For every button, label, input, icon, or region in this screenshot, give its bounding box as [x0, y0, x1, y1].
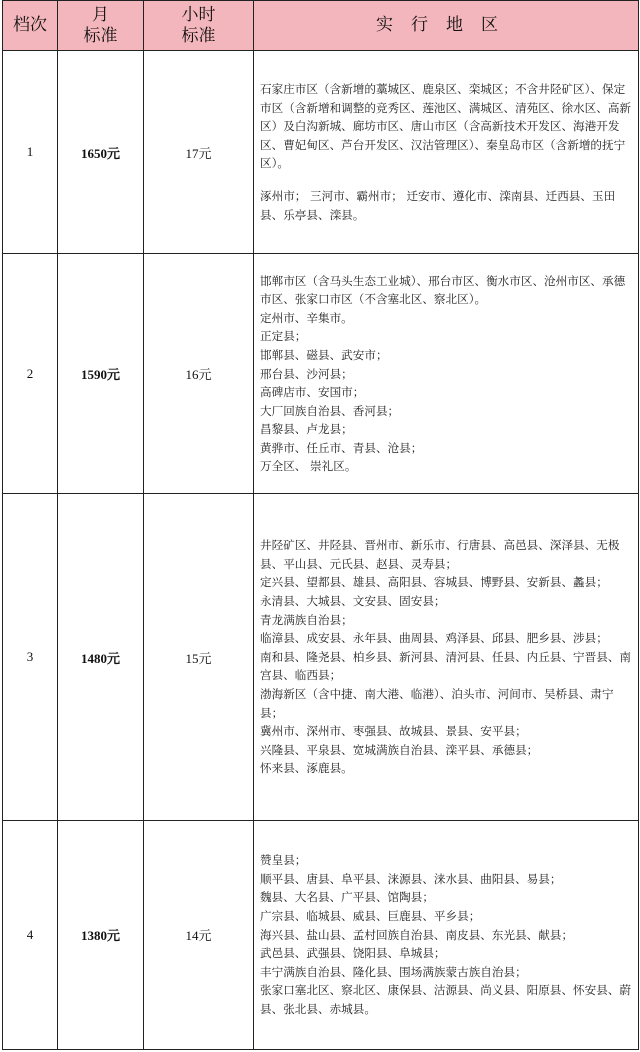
- header-hourly: [144, 1, 254, 51]
- hourly-wage-cell: 17元: [144, 51, 254, 254]
- area-line: 定州市、辛集市。: [260, 310, 353, 325]
- area-line: 万全区、 崇礼区。: [260, 459, 357, 474]
- area-cell: [254, 494, 639, 820]
- area-line: 顺平县、唐县、阜平县、涞源县、涞水县、曲阳县、易县；: [260, 871, 562, 886]
- area-line: 高碑店市、安国市；: [260, 385, 365, 400]
- area-line: 冀州市、深州市、枣强县、故城县、景县、安平县；: [260, 724, 527, 739]
- area-line: 张家口塞北区、察北区、康保县、沽源县、尚义县、阳原县、怀安县、蔚县、张北县、赤城县。: [260, 983, 632, 1016]
- monthly-wage-cell: 1590元: [58, 254, 144, 494]
- area-line: 永清县、大城县、文安县、固安县；: [260, 594, 446, 609]
- table-row: [3, 254, 639, 494]
- table-row: [3, 51, 639, 254]
- monthly-wage-cell: 1650元: [58, 51, 144, 254]
- header-monthly-line1: 月: [92, 4, 109, 25]
- area-line-spacer: [260, 173, 634, 187]
- area-cell: [254, 820, 639, 1049]
- area-line: 黄骅市、任丘市、青县、沧县；: [260, 440, 423, 455]
- tier-cell: 1: [3, 51, 58, 254]
- area-line: 广宗县、临城县、威县、巨鹿县、平乡县；: [260, 908, 481, 923]
- area-line: 武邑县、武强县、饶阳县、阜城县；: [260, 946, 446, 961]
- area-line: 丰宁满族自治县、隆化县、围场满族蒙古族自治县；: [260, 964, 527, 979]
- area-line: 魏县、大名县、广平县、馆陶县；: [260, 890, 434, 905]
- area-line: 临漳县、成安县、永年县、曲周县、鸡泽县、邱县、肥乡县、涉县；: [260, 631, 608, 646]
- tier-cell: 2: [3, 254, 58, 494]
- area-line: 渤海新区（含中捷、南大港、临港）、泊头市、河间市、吴桥县、肃宁县；: [260, 686, 614, 720]
- area-line: 怀来县、涿鹿县。: [260, 761, 353, 776]
- area-line: 青龙满族自治县；: [260, 612, 353, 627]
- hourly-wage-cell: 14元: [144, 820, 254, 1049]
- table-header-row: [3, 1, 639, 51]
- area-line: 昌黎县、卢龙县；: [260, 422, 353, 437]
- header-area: 实行地区: [254, 1, 639, 51]
- area-line: 邯郸县、磁县、武安市；: [260, 347, 388, 362]
- area-line: 邢台县、沙河县；: [260, 366, 353, 381]
- area-line: 定兴县、望都县、雄县、高阳县、容城县、博野县、安新县、蠡县；: [260, 575, 608, 590]
- minimum-wage-table: [2, 0, 639, 1050]
- area-line: 大厂回族自治县、香河县；: [260, 403, 400, 418]
- area-line: 赞皇县；: [260, 853, 307, 868]
- area-line: 南和县、隆尧县、柏乡县、新河县、清河县、任县、内丘县、宁晋县、南宫县、临西县；: [260, 649, 632, 683]
- monthly-wage-cell: 1480元: [58, 494, 144, 820]
- header-monthly: [58, 1, 144, 51]
- table-row: [3, 494, 639, 820]
- monthly-wage-cell: 1380元: [58, 820, 144, 1049]
- area-line: 正定县；: [260, 329, 307, 344]
- tier-cell: 3: [3, 494, 58, 820]
- area-line: 涿州市； 三河市、霸州市； 迁安市、遵化市、滦南县、迁西县、玉田县、乐亭县、滦县。: [260, 188, 616, 222]
- area-line: 井陉矿区、井陉县、晋州市、新乐市、行唐县、高邑县、深泽县、无极县、平山县、元氏县、赵县、灵寿县；: [260, 538, 620, 571]
- header-tier: 档次: [3, 1, 58, 51]
- tier-cell: 4: [3, 820, 58, 1049]
- table-row: [3, 820, 639, 1049]
- header-hourly-line1: 小时: [181, 4, 216, 25]
- header-hourly-line2: 标准: [181, 25, 216, 46]
- area-line: 兴隆县、平泉县、宽城满族自治县、滦平县、承德县；: [260, 742, 539, 757]
- area-line: 邯郸市区（含马头生态工业城）、邢台市区、衡水市区、沧州市区、承德市区、张家口市区（不含塞北区、察北区）。: [260, 273, 626, 307]
- area-cell: [254, 51, 639, 254]
- area-line: 海兴县、盐山县、孟村回族自治县、南皮县、东光县、献县；: [260, 927, 574, 942]
- hourly-wage-cell: 15元: [144, 494, 254, 820]
- table-body: [3, 51, 639, 1050]
- header-monthly-line2: 标准: [83, 25, 118, 46]
- area-cell: [254, 254, 639, 494]
- area-line: 石家庄市区（含新增的藁城区、鹿泉区、栾城区；不含井陉矿区）、保定市区（含新增和调整的竞秀区、莲池区、满城区、清苑区、徐水区、高新区）及白沟新城、廊坊市区、唐山市区（含高新技术开发区、海港开发区、曹妃甸区、芦台开发区、汉沽管理区）、秦皇岛市区（含新增的抚宁区）。: [260, 82, 632, 171]
- hourly-wage-cell: 16元: [144, 254, 254, 494]
